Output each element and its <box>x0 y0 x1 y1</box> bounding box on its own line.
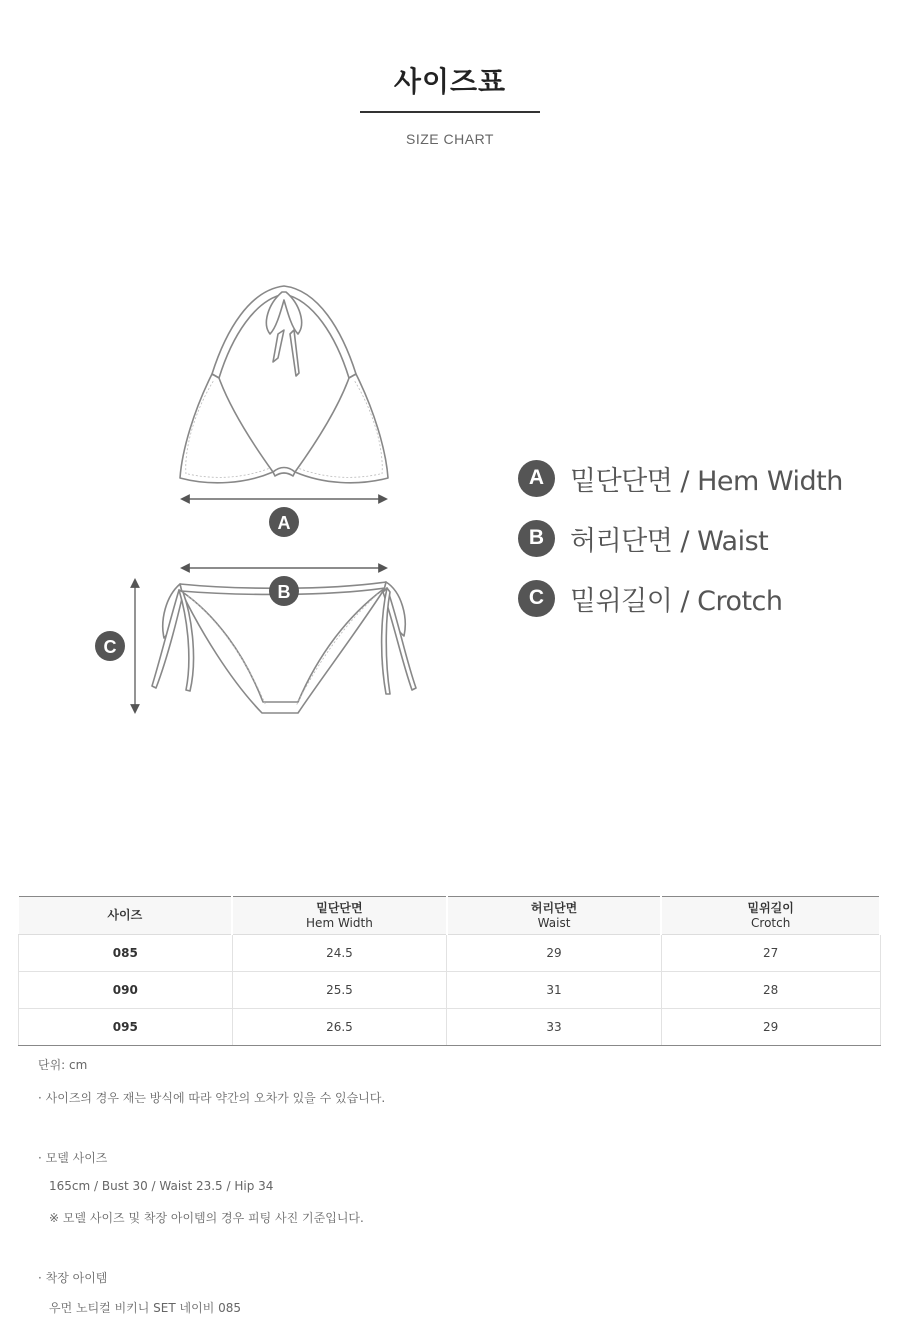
legend-item-crotch <box>518 568 898 628</box>
legend-item-hem-width <box>518 448 898 508</box>
marker-c-badge <box>95 631 125 661</box>
legend-badge-b: B <box>518 520 555 557</box>
table-row <box>19 972 881 1009</box>
legend-item-waist <box>518 508 898 568</box>
header-size-label: 사이즈 <box>107 908 143 922</box>
marker-c-label: C <box>103 637 117 657</box>
header-waist-sub: Waist <box>537 915 571 930</box>
model-measurements: 165cm / Bust 30 / Waist 23.5 / Hip 34 <box>49 1179 274 1193</box>
size-table <box>18 896 881 1046</box>
header-crotch-label: 밑위길이 <box>747 900 794 915</box>
model-fit-note: ※ 모델 사이즈 및 착장 아이템의 경우 피팅 사진 기준입니다. <box>49 1211 364 1225</box>
table-row <box>19 1009 881 1046</box>
worn-items-heading: · 착장 아이템 <box>38 1271 108 1285</box>
worn-item: 우먼 노티컬 비키니 SET 네이비 085 <box>49 1301 242 1315</box>
marker-a-label: A <box>277 513 291 533</box>
unit-note: 단위: cm <box>38 1058 88 1072</box>
cell-size: 090 <box>19 972 233 1009</box>
legend-text-hem-width: 밑단단면 / Hem Width <box>570 465 843 497</box>
measurement-legend <box>518 448 898 628</box>
table-row <box>19 935 881 972</box>
cell-crotch: 27 <box>661 935 880 972</box>
page-title: 사이즈표 <box>393 65 507 98</box>
page-subtitle: SIZE CHART <box>406 131 494 147</box>
legend-badge-c: C <box>518 580 555 617</box>
header-size <box>19 897 233 935</box>
model-size-heading: · 모델 사이즈 <box>38 1151 108 1165</box>
cell-crotch: 28 <box>661 972 880 1009</box>
cell-size: 095 <box>19 1009 233 1046</box>
header-hem-width <box>232 897 447 935</box>
cell-waist: 31 <box>447 972 662 1009</box>
marker-b-badge <box>269 576 299 606</box>
legend-badge-a: A <box>518 460 555 497</box>
header-waist <box>447 897 662 935</box>
header-waist-label: 허리단면 <box>530 900 578 915</box>
cell-hem-width: 25.5 <box>232 972 447 1009</box>
header-hem-width-label: 밑단단면 <box>316 900 363 915</box>
bikini-diagram <box>80 270 440 730</box>
title-divider <box>360 111 540 113</box>
legend-text-waist: 허리단면 / Waist <box>570 525 769 557</box>
cell-crotch: 29 <box>661 1009 880 1046</box>
marker-a-badge <box>269 507 299 537</box>
cell-hem-width: 26.5 <box>232 1009 447 1046</box>
bikini-illustration <box>80 270 440 730</box>
cell-hem-width: 24.5 <box>232 935 447 972</box>
table-header-row <box>19 897 881 935</box>
legend-text-crotch: 밑위길이 / Crotch <box>570 585 783 617</box>
marker-b-label: B <box>277 582 291 602</box>
cell-waist: 29 <box>447 935 662 972</box>
disclaimer-note: · 사이즈의 경우 재는 방식에 따라 약간의 오차가 있을 수 있습니다. <box>38 1091 386 1105</box>
bikini-top-outline <box>180 286 388 483</box>
cell-waist: 33 <box>447 1009 662 1046</box>
header-crotch <box>661 897 880 935</box>
header-crotch-sub: Crotch <box>751 915 791 930</box>
cell-size: 085 <box>19 935 233 972</box>
header-hem-width-sub: Hem Width <box>306 915 373 930</box>
